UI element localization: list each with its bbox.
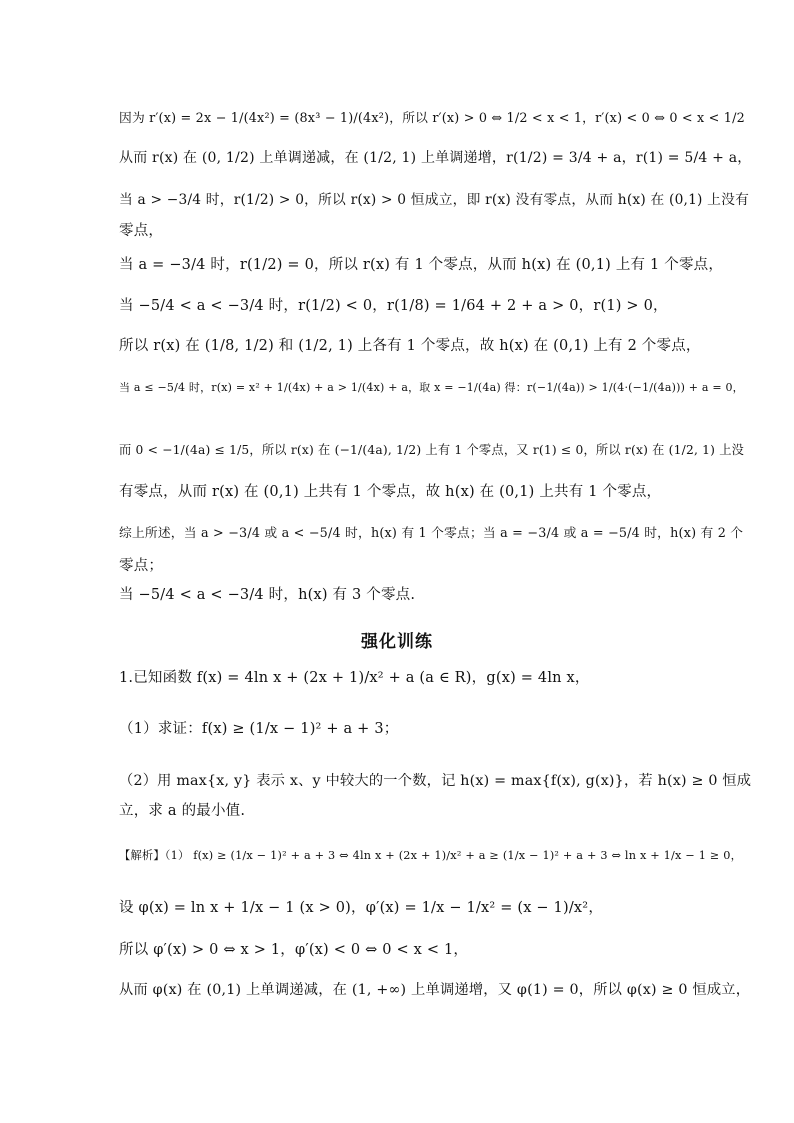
text-line-6: 当 −5/4 < a < −3/4 时，r(1/2) < 0，r(1/8) = 1/64 + 2 + a > 0，r(1) > 0， (119, 298, 668, 314)
text-line-1: 因为 r′(x) = 2x − 1/(4x²) = (8x³ − 1)/(4x²)，所以 r′(x) > 0 ⇔ 1/2 < x < 1，r′(x) < 0 ⇔ 0 < x < 1/2 (119, 111, 745, 126)
text-line-9: 而 0 < −1/(4a) ≤ 1/5，所以 r(x) 在 (−1/(4a), 1/2) 上有 1 个零点，又 r(1) ≤ 0，所以 r(x) 在 (1/2, 1) 上没 (119, 443, 745, 457)
problem-line-2: （1）求证：f(x) ≥ (1/x − 1)² + a + 3； (119, 721, 399, 737)
solution-line-4: 从而 φ(x) 在 (0,1) 上单调递减，在 (1, +∞) 上单调递增，又 φ(1) = 0，所以 φ(x) ≥ 0 恒成立， (119, 982, 751, 998)
text-line-5: 当 a = −3/4 时，r(1/2) = 0，所以 r(x) 有 1 个零点，从而 h(x) 在 (0,1) 上有 1 个零点， (119, 257, 724, 273)
text-line-13: 当 −5/4 < a < −3/4 时，h(x) 有 3 个零点. (119, 587, 416, 603)
section-heading: 强化训练 (361, 632, 433, 652)
text-line-8: 当 a ≤ −5/4 时，r(x) = x² + 1/(4x) + a > 1/(4x) + a，取 x = −1/(4a) 得：r(−1/(4a)) > 1/(4·(−1/(4a))) + a = 0， (119, 381, 744, 394)
text-line-3: 当 a > −3/4 时，r(1/2) > 0，所以 r(x) > 0 恒成立，即 r(x) 没有零点，从而 h(x) 在 (0,1) 上没有 (119, 192, 750, 208)
text-line-7: 所以 r(x) 在 (1/8, 1/2) 和 (1/2, 1) 上各有 1 个零点，故 h(x) 在 (0,1) 上有 2 个零点， (119, 338, 701, 354)
text-line-10: 有零点，从而 r(x) 在 (0,1) 上共有 1 个零点，故 h(x) 在 (0,1) 上共有 1 个零点， (119, 484, 662, 500)
problem-line-1: 1.已知函数 f(x) = 4ln x + (2x + 1)/x² + a (a ∈ R)，g(x) = 4ln x， (119, 670, 590, 686)
problem-line-3: （2）用 max{x, y} 表示 x、y 中较大的一个数，记 h(x) = max{f(x), g(x)}，若 h(x) ≥ 0 恒成 (119, 773, 752, 789)
text-line-12: 零点； (119, 558, 164, 574)
solution-line-3: 所以 φ′(x) > 0 ⇔ x > 1，φ′(x) < 0 ⇔ 0 < x < 1， (119, 942, 469, 958)
solution-line-2: 设 φ(x) = ln x + 1/x − 1 (x > 0)，φ′(x) = 1/x − 1/x² = (x − 1)/x²， (119, 900, 604, 916)
problem-line-4: 立，求 a 的最小值. (119, 803, 246, 819)
text-line-4: 零点， (119, 223, 164, 239)
solution-line-1: 【解析】（1） f(x) ≥ (1/x − 1)² + a + 3 ⇔ 4ln x + (2x + 1)/x² + a ≥ (1/x − 1)² + a + 3 ⇔ ln x + 1/x − 1 ≥ 0， (119, 849, 743, 862)
text-line-11: 综上所述，当 a > −3/4 或 a < −5/4 时，h(x) 有 1 个零点；当 a = −3/4 或 a = −5/4 时，h(x) 有 2 个 (119, 526, 744, 541)
text-line-2: 从而 r(x) 在 (0, 1/2) 上单调递减，在 (1/2, 1) 上单调递增，r(1/2) = 3/4 + a，r(1) = 5/4 + a， (119, 150, 752, 166)
